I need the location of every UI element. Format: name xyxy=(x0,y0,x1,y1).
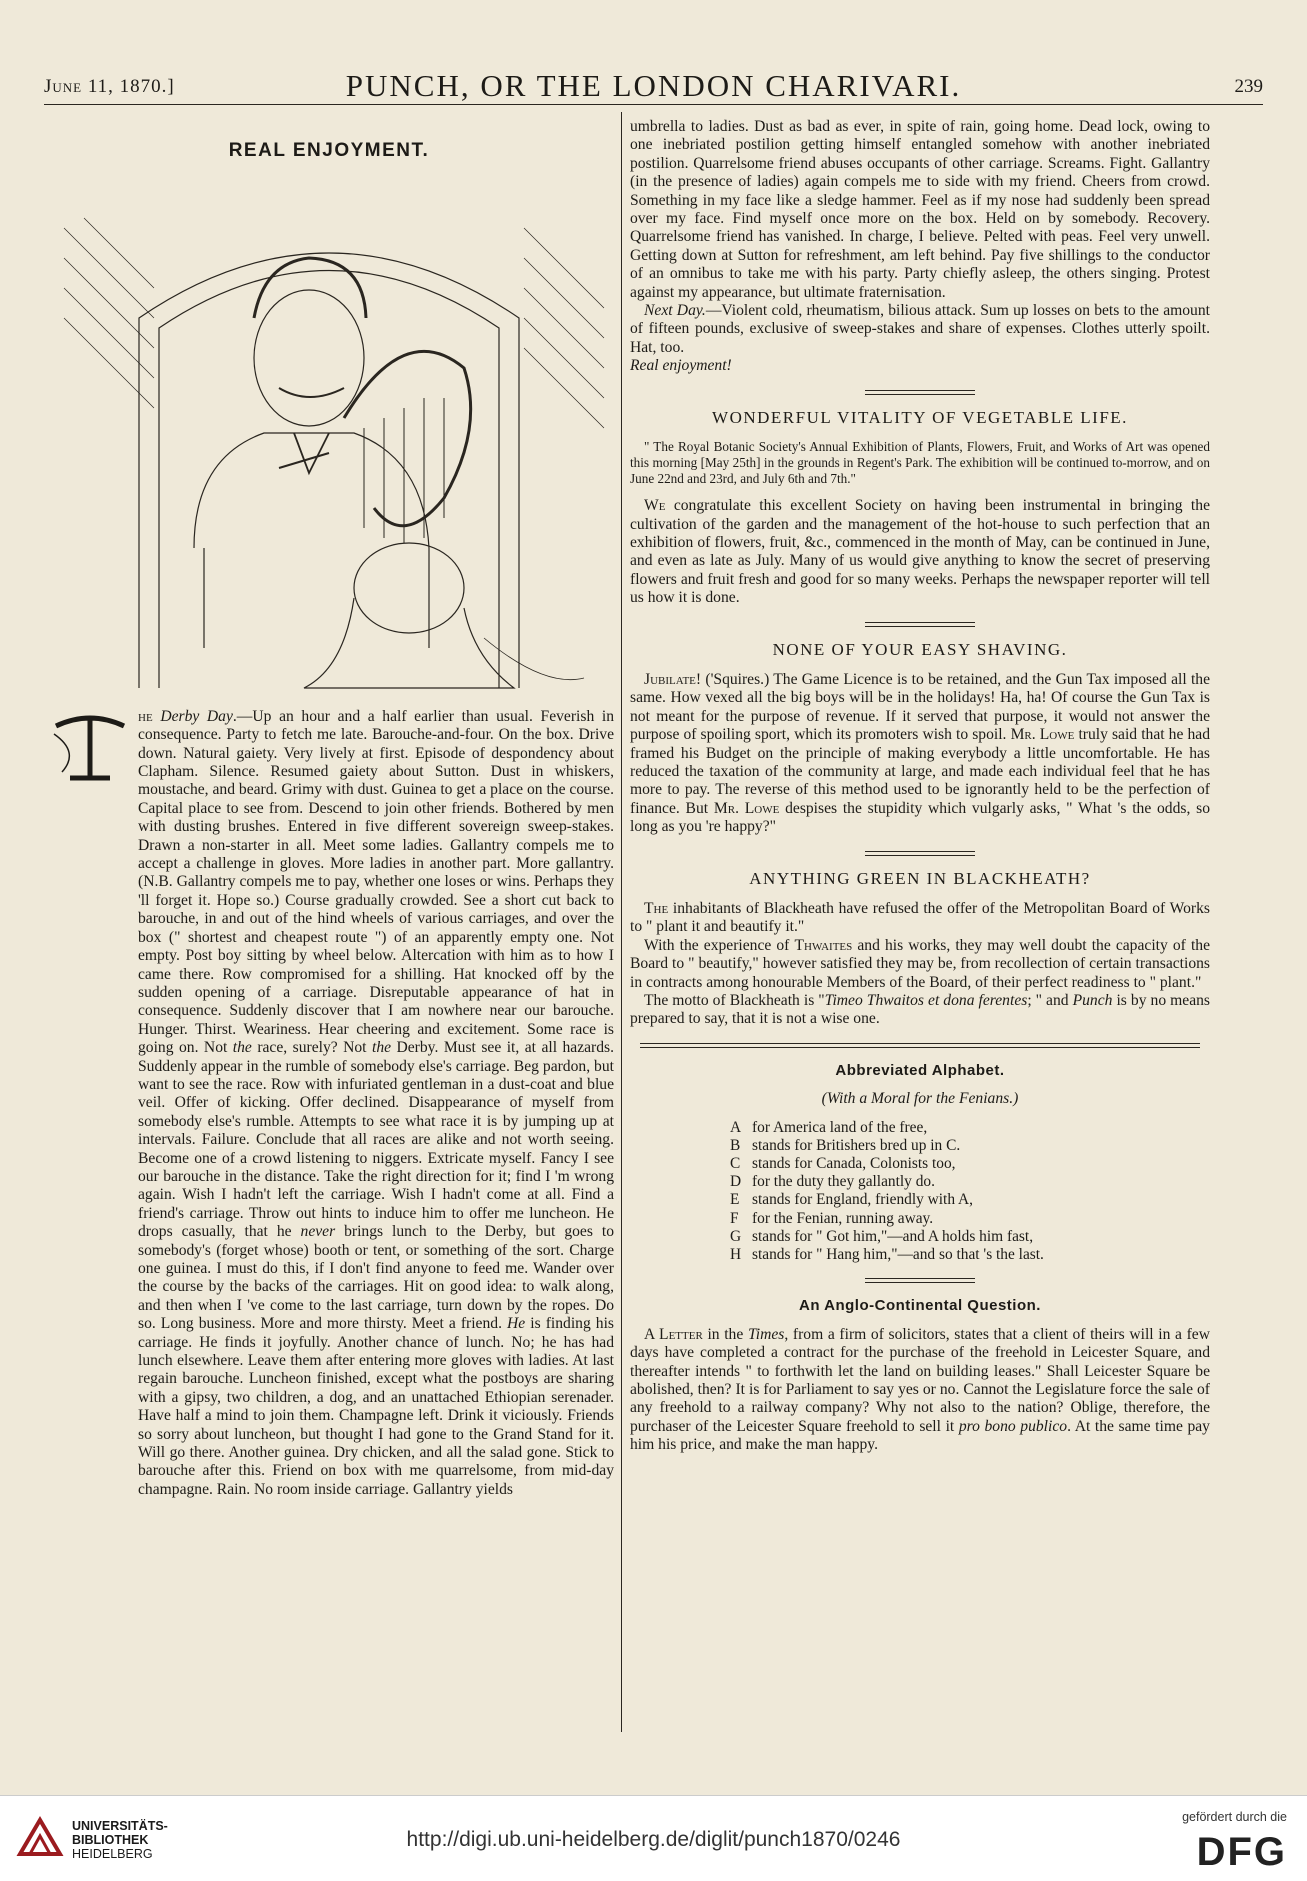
name-lowe: Mr. Lowe xyxy=(1010,726,1075,744)
verse-line xyxy=(730,1228,1210,1246)
verse-letter: C xyxy=(730,1155,741,1173)
anglo-text: in the xyxy=(702,1325,744,1343)
closing-line: Real enjoyment! xyxy=(630,357,732,375)
lead-italic: Derby Day xyxy=(160,707,233,725)
lead-small-caps: he xyxy=(138,707,153,725)
blackheath-p1 xyxy=(630,900,1210,937)
verse-text: stands for England, friendly with A, xyxy=(752,1191,973,1209)
real-enjoyment-lead xyxy=(44,708,614,1499)
anglo-body xyxy=(630,1326,1210,1455)
svg-text:T: T xyxy=(50,711,51,713)
real-enjoyment-title: REAL ENJOYMENT. xyxy=(228,140,430,161)
pro-bono-italic: pro bono publico xyxy=(958,1417,1068,1435)
italic-the: the xyxy=(371,1039,392,1057)
shaving-text: truly said that he had framed his Budget on the principle of making everybody a little uncomfortable. He has reduced the taxation of the community at large, and made each individual feel that he has more to pay. The reverse of this method used to be ignorantly held to be the perfection of finance. But xyxy=(630,726,1211,817)
real-enjoyment-continuation: umbrella to ladies. Dust as bad as ever, in spite of rain, going home. Dead lock, owing to one inebriated postilion getting himself entangled somehow with another inebriated postilion. Quarrelsome friend abuses occupants of other carriage. Screams. Fight. Gallantry (in the presence of ladies) again compels me to side with my friend. Cheers from crowd. Something in my face like a sledge hammer. Feel as if my nose had suddenly been spread over my face. Find myself once more on the box. Held on by somebody. Recovery. Quarrelsome friend has vanished. In charge, I believe. Pelted with peas. Feel very unwell. Getting down at Sutton for refreshment, am left behind. Pay five shillings to the conductor of an omnibus to take me with his party. Party chiefly asleep, the others singing. Protest against my appearance, but ultimate fraternisation. xyxy=(630,118,1210,301)
library-line: UNIVERSITÄTS- xyxy=(72,1819,168,1833)
verse-letter: A xyxy=(730,1118,742,1136)
vitality-body xyxy=(630,497,1210,607)
vitality-quote: " The Royal Botanic Society's Annual Exhibition of Plants, Flowers, Fruit, and Works of Art was opened this morning [May 25th] in the grounds in Regent's Park. The exhibition will be continued to-morrow, and on June 22nd and 23rd, and July 6th and 7th." xyxy=(630,439,1210,487)
verse-text: stands for Canada, Colonists too, xyxy=(752,1155,956,1173)
verse-letter: F xyxy=(730,1209,739,1227)
anglo-text: . At the same time pay him his price, and make the man happy. xyxy=(630,1417,1210,1454)
vitality-lead: We xyxy=(644,497,666,515)
times-italic: Times xyxy=(747,1325,785,1343)
verse-letter: B xyxy=(730,1136,741,1154)
verse-text: stands for " Hang him,"—and so that 's the last. xyxy=(752,1246,1044,1264)
verse-line xyxy=(730,1137,1210,1155)
header-rule xyxy=(44,104,1263,105)
blackheath-title: ANYTHING GREEN IN BLACKHEATH? xyxy=(749,868,1091,888)
blackheath-text: ; " and xyxy=(1027,992,1069,1010)
blackheath-text: and his works, they may well doubt the capacity of the Board to " beautify," however satisfied they may be, from recollection of certain transactions in contracts among honourable Members of the Board, of their perfect readiness to " plant." xyxy=(630,936,1210,991)
verse-letter: H xyxy=(730,1246,742,1264)
sponsor-text: gefördert durch die xyxy=(1182,1810,1287,1824)
blackheath-text: inhabitants of Blackheath have refused the offer of the Metropolitan Board of Works to " plant it and beautify it." xyxy=(630,900,1210,936)
italic-never: never xyxy=(300,1223,336,1241)
verse-line xyxy=(730,1191,1210,1209)
barber-illustration xyxy=(44,168,614,698)
vitality-title: WONDERFUL VITALITY OF VEGETABLE LIFE. xyxy=(712,407,1128,427)
shaving-text: ! ('Squires.) The Game Licence is to be retained, and the Gun Tax imposed all the same. How vexed all the big boys will be in the holidays! Ha, ha! Of course the Gun Tax is not meant for the purpose of revenue. If it served that purpose, it would not answer the purpose of spoiling sport, which its promoters wish to spoil. xyxy=(630,670,1210,744)
masthead-title: PUNCH, OR THE LONDON CHARIVARI. xyxy=(345,68,962,103)
anglo-title: An Anglo-Continental Question. xyxy=(799,1297,1041,1315)
blackheath-lead: The xyxy=(644,900,669,917)
running-header xyxy=(44,68,1263,102)
digitization-footer xyxy=(0,1795,1307,1881)
blackheath-p2 xyxy=(630,937,1210,992)
punch-italic: Punch xyxy=(1072,992,1113,1010)
blackheath-text: With the experience of xyxy=(644,936,790,954)
verse-line xyxy=(730,1210,1210,1228)
dropcap-t xyxy=(50,712,130,784)
blackheath-text: The motto of Blackheath is " xyxy=(644,992,825,1010)
alphabet-subtitle: (With a Moral for the Fenians.) xyxy=(821,1090,1019,1108)
lead-rest: .—Up an hour and a half earlier than usual. Feverish in consequence. Party to fetch me late. Barouche-and-four. On the box. Drive down. Natural gaiety. Very lively at first. Episode of despondency about Clapham. Silence. Resumed gaiety about Sutton. Dust in whiskers, moustache, and beard. Grimy with dust. Guinea to get a place on the course. Capital place to see from. Descend to join other friends. Bothered by men with dusting brushes. Entered in five different sovereign sweep-stakes. Drawn a non-starter in all. Meet some ladies. Gallantry compels me to accept a challenge in gloves. More ladies in another part. More gallantry. (N.B. Gallantry compels me to pay, whether one loses or wins. Perhaps they 'll forget it. Hope so.) Course gradually crowded. See a short cut back to barouche, in and out of the hind wheels of various carriages, and over the box (" shortest and cheapest route ") of an apparently empty one. Not empty. Post boy sitting by wheel below. Altercation with him as to how I came there. Row compromised for a shilling. Hat knocked off by the sudden opening of a carriage. Disreputable appearance of hat in consequence. Suddenly discover that I am nowhere near our barouche. Hunger. Thirst. Weariness. Hear cheering and excitement. Some race is going on. Not xyxy=(138,707,614,1057)
library-line: HEIDELBERG xyxy=(72,1847,153,1861)
alphabet-verse xyxy=(730,1119,1210,1265)
verse-letter: E xyxy=(730,1191,740,1209)
section-divider xyxy=(865,390,975,395)
name-thwaites: Thwaites xyxy=(794,936,853,954)
blackheath-p3 xyxy=(630,992,1210,1029)
body-segment: is finding his carriage. He finds it joyfully. Another chance of lunch. No; he has had lunch elsewhere. Leave them after entering more gloves with ladies. At last regain barouche. Luncheon finished, except what the postboys are sharing with a gipsy, two children, a dog, and an unattached Ethiopian serenader. Have half a mind to join them. Champagne left. Drink it viciously. Friends so sorry about luncheon, but thought I had gone to the Grand Stand for it. Will go there. Another guinea. Dry chicken, and all the salad gone. Stick to barouche after this. Friend on box with me quarrelsome, from mid-day champagne. Rain. No room inside carriage. Gallantry yields xyxy=(138,1315,614,1498)
shaving-text: despises the stupidity which vulgarly asks, " What 's the odds, so long as you 're happy?" xyxy=(630,799,1211,836)
header-date: June 11, 1870.] xyxy=(44,76,175,97)
shaving-lead: Jubilate xyxy=(644,670,696,688)
shaving-body xyxy=(630,671,1210,837)
section-divider xyxy=(640,1043,1200,1048)
next-day-paragraph xyxy=(630,302,1210,357)
body-segment: race, surely? Not xyxy=(251,1039,367,1057)
italic-he: He xyxy=(507,1315,526,1333)
anglo-lead: A Letter xyxy=(644,1325,703,1343)
verse-letter: G xyxy=(730,1227,742,1245)
italic-the: the xyxy=(232,1039,252,1057)
verse-text: stands for " Got him,"—and A holds him fast, xyxy=(752,1227,1034,1245)
section-divider xyxy=(865,1278,975,1283)
left-column xyxy=(44,118,614,1499)
source-url-link[interactable]: http://digi.ub.uni-heidelberg.de/diglit/punch1870/0246 xyxy=(406,1828,901,1851)
verse-text: for the duty they gallantly do. xyxy=(752,1173,935,1191)
verse-text: stands for Britishers bred up in C. xyxy=(752,1136,961,1154)
body-segment: Derby. Must see it, at all hazards. Suddenly appear in the rumble of somebody else's carriage. Beg pardon, but want to see the race. Row with infuriated gentleman in a dust-coat and blue veil. Offer of kicking. Offer declined. Disappearance of myself from somebody else's rumble. Attempts to see what race it is by jumping up at intervals. Failure. Conclude that all races are alike and not worth seeing. Become one of a crowd listening to niggers. Extricate myself. Fancy I see our barouche in the distance. Take the right direction for it; find I 'm wrong again. Wish I hadn't left the carriage. Wish I hadn't come at all. Find a friend's carriage. Throw out hints to induce him to offer me luncheon. He drops casually, that he xyxy=(138,1039,614,1241)
library-line: BIBLIOTHEK xyxy=(72,1833,149,1847)
verse-line xyxy=(730,1155,1210,1173)
motto: Timeo Thwaitos et dona ferentes xyxy=(824,992,1028,1010)
verse-line xyxy=(730,1173,1210,1191)
next-day-label: Next Day. xyxy=(644,302,706,320)
column-divider xyxy=(621,112,622,1732)
alphabet-title: Abbreviated Alphabet. xyxy=(835,1061,1005,1079)
verse-letter: D xyxy=(730,1173,742,1191)
name-lowe: Mr. Lowe xyxy=(713,799,780,817)
dfg-logo: DFG xyxy=(1196,1830,1287,1874)
verse-line xyxy=(730,1119,1210,1137)
verse-text: for the Fenian, running away. xyxy=(752,1209,934,1227)
right-column xyxy=(630,118,1210,1455)
shaving-title: NONE OF YOUR EASY SHAVING. xyxy=(772,639,1068,659)
verse-line xyxy=(730,1246,1210,1264)
page-number: 239 xyxy=(1234,76,1263,97)
body-segment: brings lunch to the Derby, but goes to somebody's (forget whose) booth or tent, or something of the sort. Charge one guinea. I must do this, if I don't find anyone to feed me. Wander over the course by the backs of the carriages. Hit on good idea: to walk along, and then when I 've come to the last carriage, turn down by the ropes. Do so. Long business. More and more thirsty. Meet a friend. xyxy=(138,1223,614,1333)
anglo-text: , from a firm of solicitors, states that a client of theirs will in a few days have completed a contract for the purchase of the freehold in Leicester Square, and thereafter intends " to forthwith let the land on building leases." Shall Leicester Square be abolished, then? It is for Parliament to say yes or no. Cannot the Legislature force the sale of any freehold to a railway company? Why not also to the nation? Oblige, therefore, the purchaser of the Leicester Square freehold to sell it xyxy=(630,1325,1210,1435)
verse-text: for America land of the free, xyxy=(752,1118,928,1136)
section-divider xyxy=(865,851,975,856)
section-divider xyxy=(865,622,975,627)
blackheath-text: is by no means prepared to say, that it is not a wise one. xyxy=(630,992,1210,1028)
vitality-text: congratulate this excellent Society on having been instrumental in bringing the cultivation of the garden and the management of the hot-house to such perfection that an exhibition of flowers, fruit, &c., commenced in the month of May, can be continued in June, and even as late as July. Many of us would give anything to know the secret of preserving flowers and fruit fresh and good for so many weeks. Perhaps the newspaper reporter will tell us how it is done. xyxy=(630,497,1210,607)
next-day-text: —Violent cold, rheumatism, bilious attack. Sum up losses on bets to the amount of fifteen pounds, exclusive of sweep-stakes and share of expenses. Clothes utterly spoilt. Hat, too. xyxy=(630,302,1210,356)
